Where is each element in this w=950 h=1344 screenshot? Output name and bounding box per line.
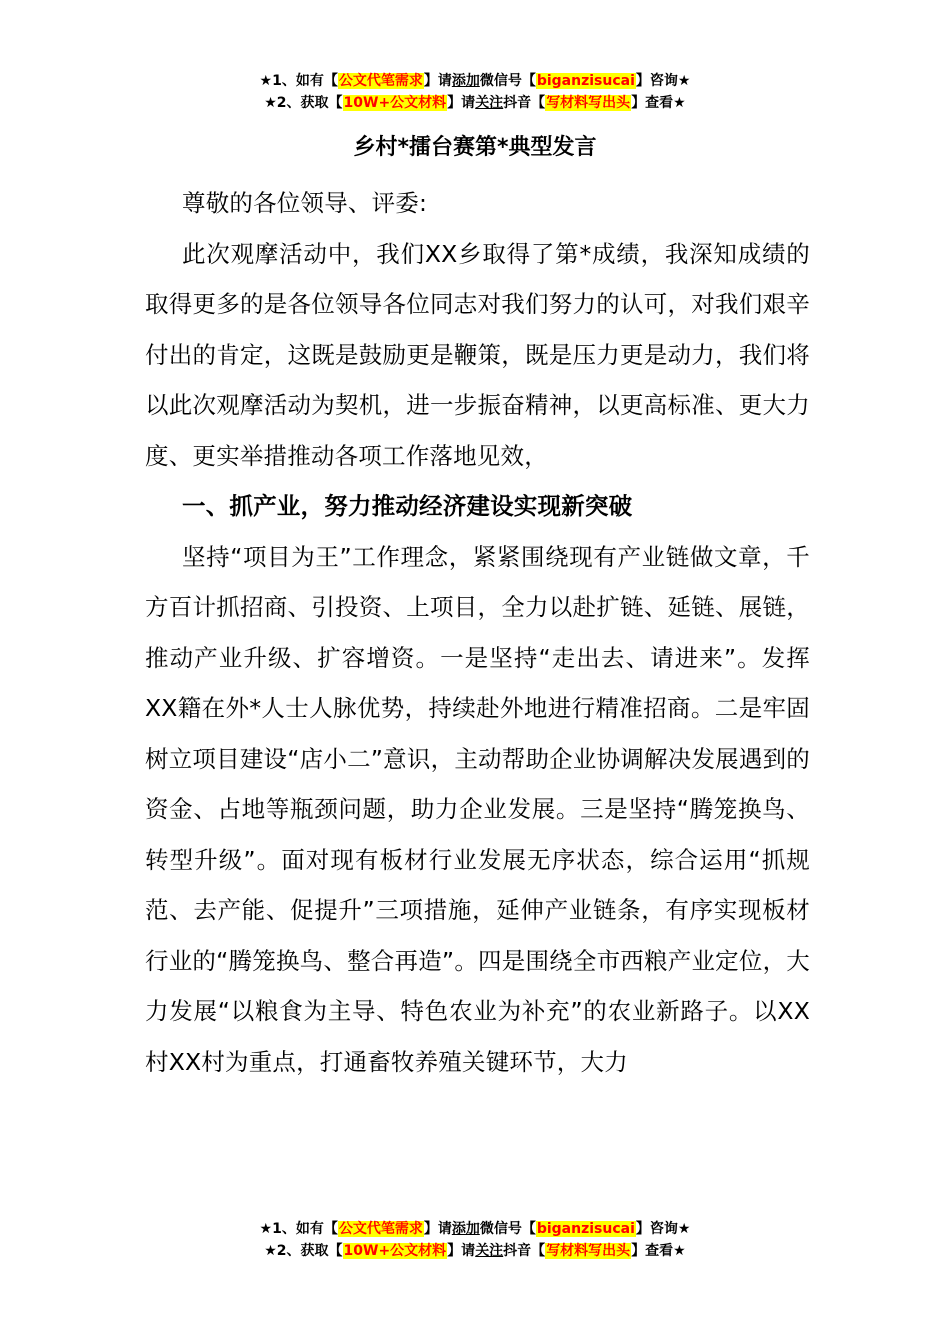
banner-text: ★1、如有【 xyxy=(259,73,338,89)
document-body xyxy=(145,178,810,1087)
banner-text: 抖音【 xyxy=(503,1243,546,1259)
banner-line-2 xyxy=(0,1240,950,1262)
banner-text: 】查看★ xyxy=(631,95,686,111)
banner-line-1 xyxy=(0,1218,950,1240)
highlight-douyin-account: 写材料写出头 xyxy=(546,1243,631,1259)
highlight-materials: 10W+公文材料 xyxy=(343,95,447,111)
banner-text: 】咨询★ xyxy=(635,1221,691,1237)
highlight-service: 公文代笔需求 xyxy=(338,73,423,89)
banner-text: 】咨询★ xyxy=(635,73,691,89)
banner-line-2 xyxy=(0,92,950,114)
banner-text: 】请 xyxy=(447,1243,476,1259)
highlight-wechat-id: biganzisucai xyxy=(536,73,635,89)
banner-line-1 xyxy=(0,70,950,92)
underlined-text: 添加 xyxy=(451,73,480,89)
underlined-text: 添加 xyxy=(451,1221,480,1237)
highlight-service: 公文代笔需求 xyxy=(338,1221,423,1237)
banner-text: ★2、获取【 xyxy=(264,95,343,111)
highlight-douyin-account: 写材料写出头 xyxy=(546,95,631,111)
banner-text: 】查看★ xyxy=(631,1243,686,1259)
footer-banner xyxy=(0,1218,950,1262)
section-heading-1: 一、抓产业，努力推动经济建设实现新突破 xyxy=(182,492,633,520)
banner-text: ★2、获取【 xyxy=(264,1243,343,1259)
banner-text: 微信号【 xyxy=(479,1221,536,1237)
salutation: 尊敬的各位领导、评委: xyxy=(182,189,428,217)
banner-text: 】请 xyxy=(423,1221,452,1237)
highlight-materials: 10W+公文材料 xyxy=(343,1243,447,1259)
section-body-1: 坚持“项目为王”工作理念，紧紧围绕现有产业链做文章，千方百计抓招商、引投资、上项目，全力以赴扩链、延链、展链，推动产业升级、扩容增资。一是坚持“走出去、请进来”。发挥XX籍在外*人士人脉优势，持续赴外地进行精准招商。二是牢固树立项目建设“店小二”意识，主动帮助企业协调解决发展遇到的资金、占地等瓶颈问题，助力企业发展。三是坚持“腾笼换鸟、转型升级”。面对现有板材行业发展无序状态，综合运用“抓规范、去产能、促提升”三项措施，延伸产业链条，有序实现板材行业的“腾笼换鸟、整合再造”。四是围绕全市西粮产业定位，大力发展“以粮食为主导、特色农业为补充”的农业新路子。以XX村XX村为重点，打通畜牧养殖关键环节，大力 xyxy=(145,542,810,1076)
document-title: 乡村*擂台赛第*典型发言 xyxy=(353,135,597,160)
header-banner xyxy=(0,70,950,114)
highlight-wechat-id: biganzisucai xyxy=(536,1221,635,1237)
banner-text: ★1、如有【 xyxy=(259,1221,338,1237)
banner-text: 微信号【 xyxy=(479,73,536,89)
underlined-text: 关注 xyxy=(475,1243,504,1259)
banner-text: 】请 xyxy=(423,73,452,89)
underlined-text: 关注 xyxy=(475,95,504,111)
intro-paragraph: 此次观摩活动中，我们XX乡取得了第*成绩，我深知成绩的取得更多的是各位领导各位同志对我们努力的认可，对我们艰辛付出的肯定，这既是鼓励更是鞭策，既是压力更是动力，我们将以此次观摩活动为契机，进一步振奋精神，以更高标准、更大力度、更实举措推动各项工作落地见效， xyxy=(145,239,810,470)
banner-text: 抖音【 xyxy=(503,95,546,111)
banner-text: 】请 xyxy=(447,95,476,111)
